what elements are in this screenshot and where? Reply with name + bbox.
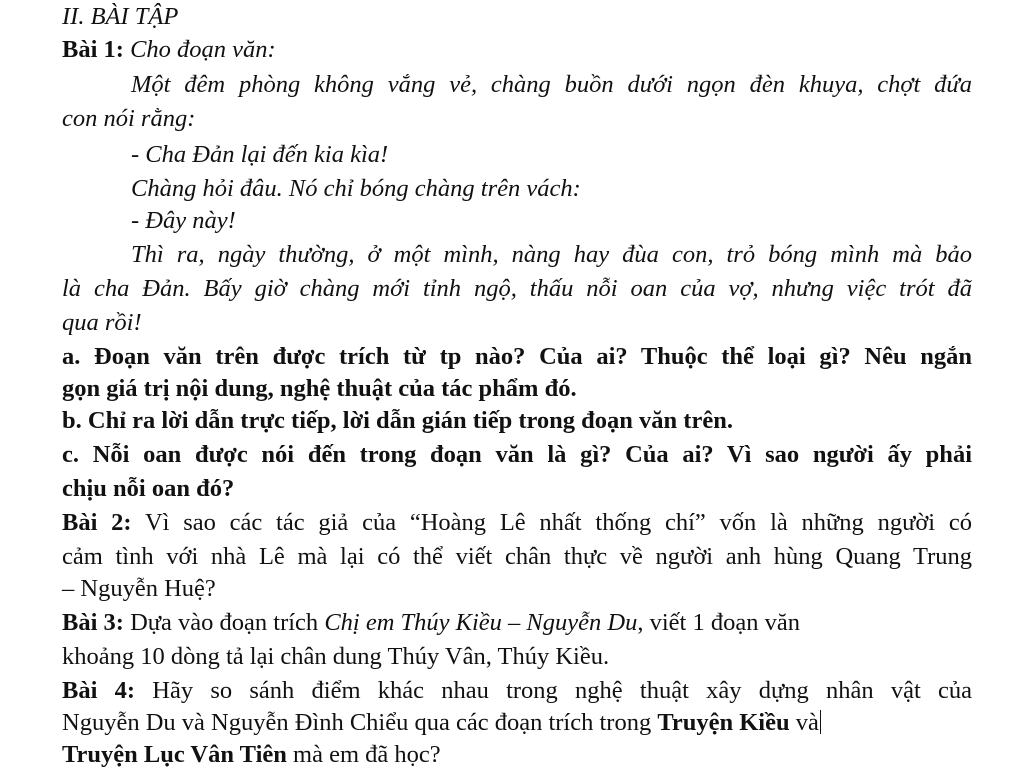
narration-line: Chàng hỏi đâu. Nó chỉ bóng chàng trên vách: xyxy=(131,175,581,202)
bai4-text: và xyxy=(795,709,819,736)
passage-line: là cha Đản. Bấy giờ chàng mới tỉnh ngộ, thấu nỗi oan của vợ, nhưng việc trót đã xyxy=(62,275,972,302)
question-b-line: b. Chỉ ra lời dẫn trực tiếp, lời dẫn gián tiếp trong đoạn văn trên. xyxy=(62,407,733,434)
bai4-text: Hãy so sánh điểm khác nhau trong nghệ thuật xây dựng nhân vật của xyxy=(152,677,973,704)
dialogue-line: - Đây này! xyxy=(131,207,236,234)
text-cursor xyxy=(820,710,822,734)
bai4-line xyxy=(62,674,972,708)
bai3-label: Bài 3: xyxy=(62,609,124,636)
passage-line: con nói rằng: xyxy=(62,105,196,132)
bai2-line: cảm tình với nhà Lê mà lại có thể viết chân thực về người anh hùng Quang Trung xyxy=(62,543,972,570)
bai1-label: Bài 1: xyxy=(62,36,124,63)
question-a-line: gọn giá trị nội dung, nghệ thuật của tác phẩm đó. xyxy=(62,375,577,402)
question-c-line: c. Nỗi oan được nói đến trong đoạn văn là gì? Của ai? Vì sao người ấy phải xyxy=(62,441,972,468)
bai3-work-title: Chị em Thúy Kiều – Nguyễn Du xyxy=(324,609,638,636)
bai4-work-title: Truyện Kiều xyxy=(657,709,790,736)
bai4-line xyxy=(62,738,1024,772)
bai2-text: Vì sao các tác giả của “Hoàng Lê nhất thống chí” vốn là những người có xyxy=(144,509,973,536)
bai4-text: Nguyễn Du và Nguyễn Đình Chiểu qua các đoạn trích trong xyxy=(62,709,652,736)
bai4-label: Bài 4: xyxy=(62,677,136,704)
bai2-line: – Nguyễn Huệ? xyxy=(62,575,216,602)
bai4-work-title: Truyện Lục Vân Tiên xyxy=(62,741,287,768)
question-a-line: a. Đoạn văn trên được trích từ tp nào? Của ai? Thuộc thể loại gì? Nêu ngắn xyxy=(62,343,972,370)
bai3-line xyxy=(62,606,1024,640)
bai1-heading-line xyxy=(62,33,1024,67)
passage-line: qua rồi! xyxy=(62,309,142,336)
bai3-line: khoảng 10 dòng tả lại chân dung Thúy Vân, Thúy Kiều. xyxy=(62,643,610,670)
dialogue-line: - Cha Đản lại đến kia kìa! xyxy=(131,141,389,168)
bai1-intro: Cho đoạn văn: xyxy=(130,36,276,63)
bai4-line xyxy=(62,706,1024,740)
bai4-text: mà em đã học? xyxy=(293,741,441,768)
passage-line: Thì ra, ngày thường, ở một mình, nàng hay đùa con, trỏ bóng mình mà bảo xyxy=(131,241,972,268)
section-heading: II. BÀI TẬP xyxy=(62,3,179,30)
question-c-line: chịu nỗi oan đó? xyxy=(62,475,235,502)
bai3-text: Dựa vào đoạn trích xyxy=(130,609,319,636)
bai2-label: Bài 2: xyxy=(62,509,132,536)
bai2-line xyxy=(62,506,972,540)
bai3-text: , viết 1 đoạn văn xyxy=(637,609,800,636)
passage-line: Một đêm phòng không vắng vẻ, chàng buồn dưới ngọn đèn khuya, chợt đứa xyxy=(131,71,972,98)
